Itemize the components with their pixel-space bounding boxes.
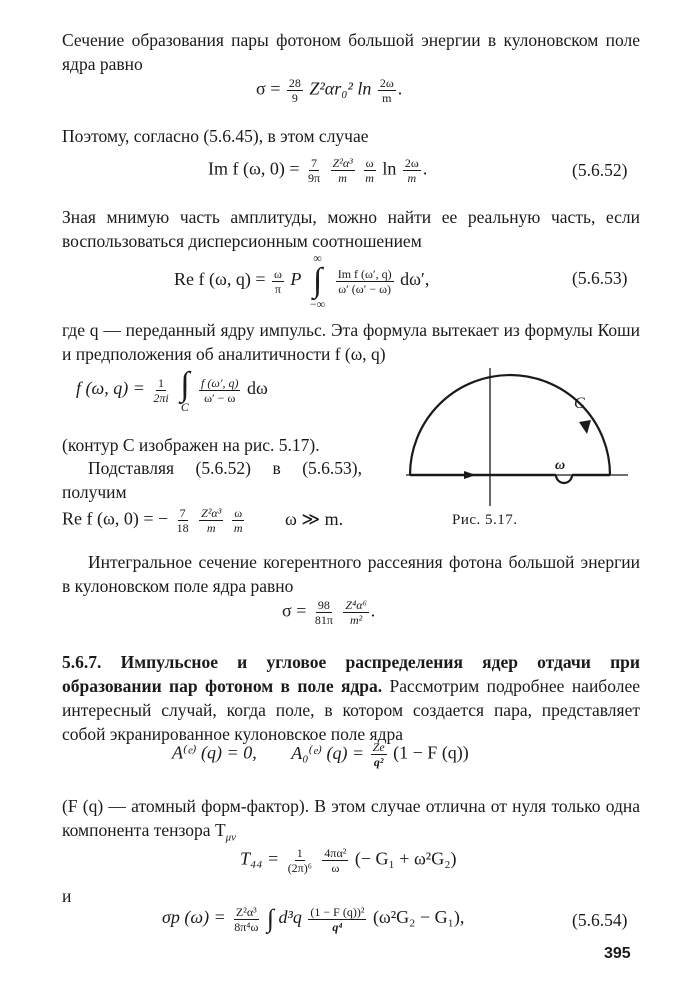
eq7-part1: A⁽ᵉ⁾ (q) = 0, [172, 742, 257, 763]
eq9-rest: (ω²G₂ − G₁), [372, 907, 465, 928]
paragraph-2-text: Поэтому, согласно (5.6.45), в этом случае [62, 126, 369, 146]
eq3-upper-limit: ∞ [313, 251, 322, 265]
paragraph-8-text: Рассмотрим подробнее наиболее интересный случай, когда поле, в котором создается пара, представляет собой экранированное кулоновское поле ядра [62, 676, 641, 744]
eq9-f1-num: Z²α³ [235, 904, 257, 919]
conjunction-text: и [62, 886, 72, 906]
eq2-f3-num: ω [365, 156, 374, 170]
paragraph-3-text: Зная мнимую часть амплитуды, можно найти ее реальную часть, если воспользоваться дисперсионным соотношением [62, 207, 640, 251]
eq1-lhs: σ = [256, 78, 281, 99]
page-number: 395 [604, 945, 631, 962]
equation-screened-potential [172, 740, 469, 769]
eq4-lhs: f (ω, q) = [76, 378, 145, 399]
eq4-contour-integral [180, 368, 189, 412]
eq7-f1-num: Ze [372, 740, 385, 754]
eq1-frac2-den: m [382, 91, 392, 105]
integral-sign: ∫ [312, 262, 323, 299]
eq8-lhs: T₄₄ = [240, 848, 280, 869]
eq1-frac-num: 28 [288, 76, 301, 90]
eq6-f2-num: Z⁴α⁶ [345, 598, 367, 612]
eq8-f1-num: 1 [296, 846, 303, 860]
integral-sign: ∫ [266, 904, 274, 933]
eq7-part2-lhs: A₀⁽ᵉ⁾ (q) = [291, 742, 365, 763]
equation-real-part [62, 506, 343, 535]
eq8-f2-den: ω [331, 861, 340, 875]
eq9-frac2 [308, 905, 366, 934]
equation-pair-cross-section [256, 76, 402, 105]
eq3-principal-value: P [290, 269, 302, 290]
eq5-f1-num: 7 [179, 506, 186, 520]
figure-5-17-contour [400, 368, 632, 508]
eq5-frac3 [232, 506, 245, 535]
section-5-6-7 [62, 650, 640, 746]
eq1-frac-den: 9 [291, 91, 298, 105]
eq7-f1-den: q² [373, 755, 384, 769]
eq2-f1-den: 9π [307, 171, 321, 185]
eq6-f1-num: 98 [317, 598, 330, 612]
eq9-lhs: σp (ω) = [162, 907, 226, 928]
semicircle-contour [410, 375, 610, 475]
paragraph-3 [62, 205, 640, 253]
paragraph-9 [62, 794, 640, 850]
eq3-lhs: Re f (ω, q) = [174, 269, 266, 290]
eq4-f1-den: 2πi [153, 390, 169, 405]
paragraph-2 [62, 124, 640, 148]
eq4-f2-den: ω′ − ω [204, 390, 236, 405]
eq6-lhs: σ = [282, 600, 307, 621]
equation-5-6-52 [208, 156, 427, 185]
equation-tensor-T44 [240, 846, 456, 875]
eq2-f1-num: 7 [311, 156, 318, 170]
figure-label-contour: C [574, 395, 585, 412]
eq9-f2-num: (1 − F (q))² [310, 904, 365, 919]
eq8-frac1 [286, 846, 314, 875]
paragraph-6 [62, 456, 362, 504]
equation-cauchy [76, 368, 268, 412]
eq2-f2-den: m [338, 171, 347, 185]
eq6-f1-den: 81π [314, 613, 333, 627]
arrow-icon [464, 471, 476, 479]
equation-coherent-cross-section [282, 598, 375, 627]
eq8-rest: (− G₁ + ω²G₂) [354, 848, 457, 869]
eq9-f2-den: q⁴ [332, 919, 343, 934]
paragraph-9-text: (F (q) — атомный форм-фактор). В этом случае отлична от нуля только одна компонента тензора T [62, 796, 640, 840]
eq2-frac1 [306, 156, 322, 185]
equation-number-5-6-53: (5.6.53) [572, 268, 628, 288]
eq2-frac2 [331, 156, 355, 185]
eq8-frac2 [322, 846, 348, 875]
integral-sign: ∫ [180, 366, 190, 403]
eq3-f1-den: π [274, 281, 281, 296]
eq5-f2-den: m [206, 521, 216, 535]
equation-5-6-54 [162, 902, 464, 936]
paragraph-1-text: Сечение образования пары фотоном большой энергии в кулоновском поле ядра равно [62, 30, 640, 74]
eq2-f2-num: Z²α³ [332, 156, 353, 170]
paragraph-5-text: (контур C изображен на рис. 5.17). [62, 435, 320, 455]
eq2-end: . [422, 158, 428, 179]
section-heading: 5.6.7. Импульсное и угловое распределения ядер отдачи при образовании пар фотоном в поле ядра. [62, 652, 640, 696]
eq3-f2-den: ω′ (ω′ − ω) [338, 281, 391, 296]
pole-detour [556, 475, 572, 483]
eq6-end: . [370, 600, 376, 621]
eq2-f4-num: 2ω [404, 156, 419, 170]
eq5-frac2 [199, 506, 223, 535]
eq7-frac1 [371, 740, 387, 769]
equation-number-5-6-52: (5.6.52) [572, 160, 628, 180]
eq2-frac3 [363, 156, 376, 185]
eq9-frac1 [232, 905, 260, 934]
eq2-frac4 [403, 156, 421, 185]
eq9-f1-den: 8π⁴ω [234, 919, 259, 934]
paragraph-5 [62, 433, 362, 457]
eq5-condition: ω ≫ m. [284, 508, 344, 529]
eq8-f2-num: 4πα² [324, 846, 347, 860]
eq5-f2-num: Z²α³ [201, 506, 222, 520]
eq4-f1-num: 1 [158, 375, 165, 390]
eq1-end: . [397, 78, 403, 99]
eq6-frac2 [343, 598, 368, 627]
eq5-frac1 [175, 506, 191, 535]
eq1-rest: Z²αr₀² ln [309, 78, 372, 99]
eq5-f1-den: 18 [176, 521, 189, 535]
eq4-differential: dω [246, 378, 268, 399]
eq3-integral [310, 252, 325, 310]
paragraph-1 [62, 28, 640, 76]
paragraph-4 [62, 318, 640, 366]
paragraph-4-text: где q — переданный ядру импульс. Эта формула вытекает из формулы Коши и предположения об аналитичности f (ω, q) [62, 320, 640, 364]
eq1-frac [287, 76, 303, 105]
paragraph-7-text: Интегральное сечение когерентного рассеяния фотона большой энергии в кулоновском поле ядра равно [62, 552, 640, 596]
eq2-lhs: Im f (ω, 0) = [208, 158, 300, 179]
eq4-frac2 [199, 376, 240, 405]
paragraph-6-text: Подставляя (5.6.52) в (5.6.53), получим [62, 458, 362, 502]
eq5-lhs: Re f (ω, 0) = − [62, 508, 169, 529]
eq2-ln: ln [382, 158, 397, 179]
eq8-f1-den: (2π)⁶ [287, 861, 312, 875]
eq6-frac1 [313, 598, 335, 627]
eq6-f2-den: m² [349, 613, 363, 627]
eq4-contour-label: C [180, 400, 189, 414]
eq3-differential: dω′, [400, 269, 430, 290]
figure-label-omega: ω [555, 458, 566, 473]
eq3-lower-limit: −∞ [309, 297, 326, 311]
eq1-frac2-num: 2ω [379, 76, 394, 90]
paragraph-7 [62, 550, 640, 598]
eq3-frac1 [272, 267, 284, 296]
eq3-frac2 [336, 267, 394, 296]
eq5-f3-den: m [233, 521, 243, 535]
eq2-f4-den: m [407, 171, 417, 185]
eq3-f2-num: Im f (ω′, q) [337, 266, 392, 281]
figure-caption: Рис. 5.17. [452, 512, 518, 528]
eq5-f3-num: ω [234, 506, 243, 520]
eq9-d3q: d³q [278, 907, 302, 928]
arrow-icon [579, 420, 591, 434]
eq4-frac1 [151, 376, 170, 405]
eq4-f2-num: f (ω′, q) [201, 375, 239, 390]
equation-number-5-6-54: (5.6.54) [572, 910, 628, 930]
eq3-f1-num: ω [273, 266, 282, 281]
equation-5-6-53 [174, 252, 429, 310]
eq2-f3-den: m [365, 171, 374, 185]
eq1-frac2 [378, 76, 396, 105]
tensor-subscript: μν [225, 831, 237, 844]
eq7-rest: (1 − F (q)) [393, 742, 469, 763]
